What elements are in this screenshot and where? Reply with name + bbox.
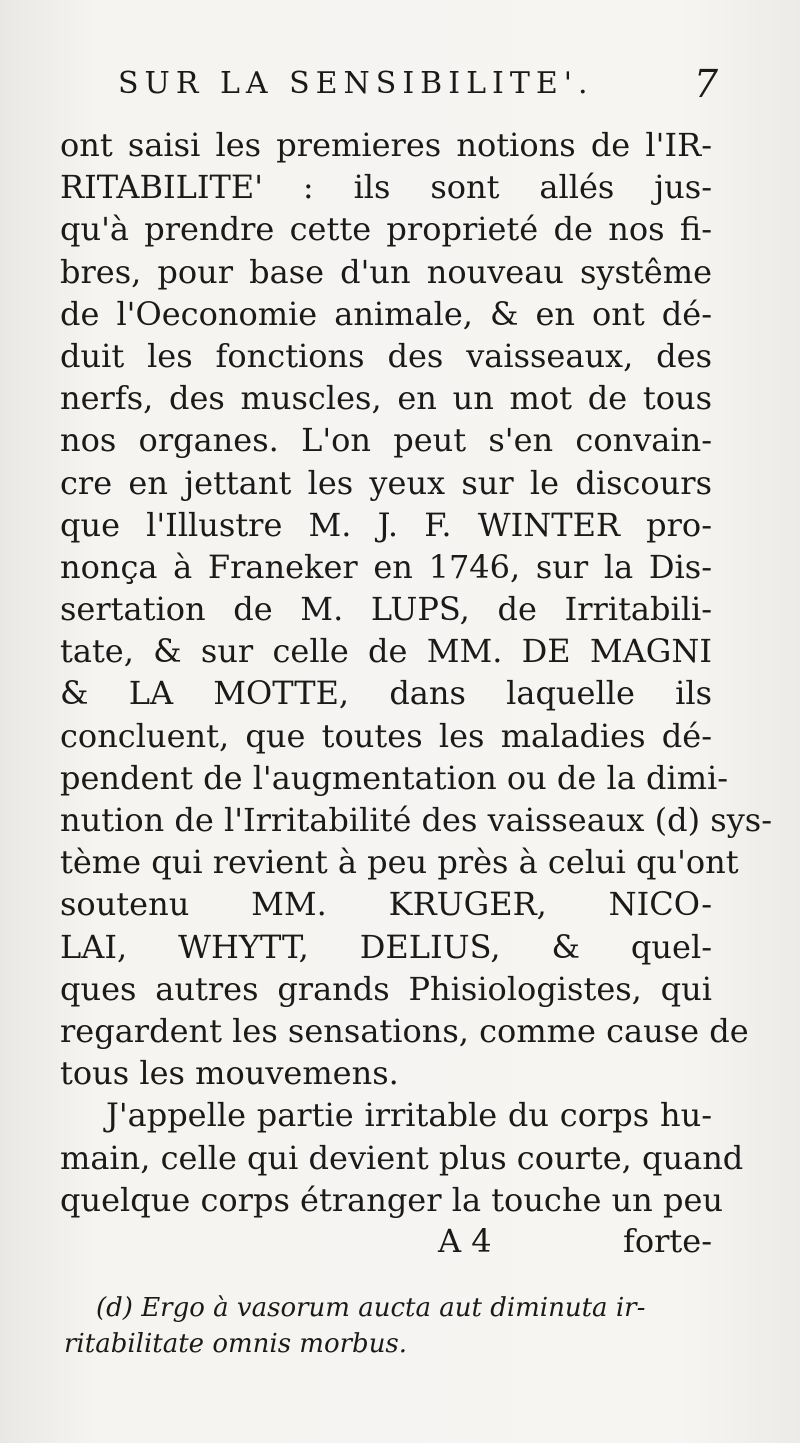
- footnote: [64, 1290, 712, 1362]
- text-line: LAI, WHYTT, DELIUS, & quel-: [60, 927, 712, 966]
- body-text: [60, 124, 772, 1221]
- text-line: qu'à prendre cette proprieté de nos fi-: [60, 210, 712, 249]
- text-line: nerfs, des muscles, en un mot de tous: [60, 379, 712, 418]
- text-line: RITABILITE' : ils sont allés jus-: [60, 168, 712, 207]
- paragraph-start-line: J'appelle partie irritable du corps hu-: [106, 1096, 712, 1135]
- paragraph-end-line: tous les mouvemens.: [60, 1054, 399, 1093]
- running-head: [118, 62, 718, 110]
- text-line: tate, & sur celle de MM. DE MAGNI: [60, 632, 712, 671]
- text-line: quelque corps étranger la touche un peu: [60, 1180, 723, 1219]
- text-line: ques autres grands Phisiologistes, qui: [60, 969, 712, 1008]
- catchword: forte-: [622, 1222, 712, 1260]
- running-title: SUR LA SENSIBILITE'.: [118, 66, 594, 101]
- text-line: regardent les sensations, comme cause de: [60, 1011, 749, 1050]
- text-line: main, celle qui devient plus courte, quand: [60, 1138, 744, 1177]
- text-line: tème qui revient à peu près à celui qu'ont: [60, 843, 739, 882]
- text-line: que l'Illustre M. J. F. WINTER pro-: [60, 505, 712, 544]
- signature-line: [60, 1220, 712, 1262]
- text-line: sertation de M. LUPS, de Irritabili-: [60, 590, 712, 629]
- text-line: bres, pour base d'un nouveau systême: [60, 252, 712, 291]
- footnote-line: (d) Ergo à vasorum aucta aut diminuta ir-: [96, 1293, 646, 1323]
- text-line: soutenu MM. KRUGER, NICO-: [60, 885, 712, 924]
- signature-mark: A 4: [438, 1222, 492, 1260]
- footnote-line: ritabilitate omnis morbus.: [64, 1329, 408, 1359]
- text-line: pendent de l'augmentation ou de la dimi-: [60, 758, 729, 797]
- text-line: de l'Oeconomie animale, & en ont dé-: [60, 294, 712, 333]
- text-line: ont saisi les premieres notions de l'IR-: [60, 126, 712, 164]
- text-line: duit les fonctions des vaisseaux, des: [60, 336, 712, 375]
- text-line: nos organes. L'on peut s'en convain-: [60, 421, 712, 460]
- text-line: nonça à Franeker en 1746, sur la Dis-: [60, 547, 712, 586]
- text-line: & LA MOTTE, dans laquelle ils: [60, 674, 712, 713]
- text-line: nution de l'Irritabilité des vaisseaux (d) sys-: [60, 801, 772, 839]
- text-line: cre en jettant les yeux sur le discours: [60, 463, 712, 502]
- page-number: 7: [693, 62, 718, 106]
- text-line: concluent, que toutes les maladies dé-: [60, 716, 712, 755]
